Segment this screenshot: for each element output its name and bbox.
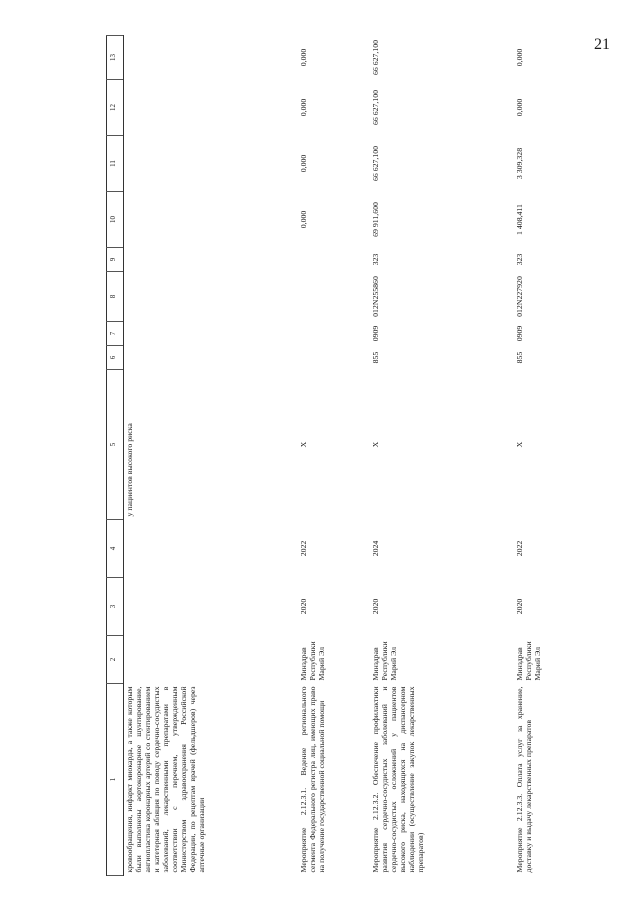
cell-executor: Минздрав Республики Марий Эл <box>515 641 542 681</box>
cell-vr: 323 <box>371 253 380 266</box>
cell-amount-10: 0,000 <box>299 210 308 229</box>
cell-executor: Минздрав Республики Марий Эл <box>299 641 326 681</box>
cell-csr: 012N255860 <box>371 276 380 317</box>
cell-amount-11: 3 309,328 <box>515 147 524 180</box>
cell-description: Мероприятие 2.12.3.2. Обеспечение профилактики развития сердечно-сосудистых заболеваний и сердечно-сосудистых осложнений у пациентов высокого риска, находящихся на диспансерном наблюдении (осуществление закупок лекарственных препаратов) <box>371 686 425 873</box>
cell-amount-10 <box>124 192 299 248</box>
col-header-1: 1 <box>107 684 124 876</box>
cell-amount-13: 0,000 <box>515 48 524 67</box>
header-row <box>107 36 124 876</box>
cell-amount-13: 66 627,100 <box>371 39 380 76</box>
cell-end-year: 2024 <box>371 540 380 557</box>
cell-vr <box>124 248 299 272</box>
col-header-7: 7 <box>107 322 124 346</box>
cell-grbs: 855 <box>371 351 380 364</box>
cell-description: кровообращения, инфаркт миокарда, а также которым были выполнены аортокоронарное шунтирование, ангиопластика коронарных артерий со стентированием и катетерная абляция по поводу сердечно-сосудистых заболеваний, лекарственными препаратами в соответствии с перечнем, утвержденным Министерством здравоохранения Российской Федерации, по рецептам врачей (фельдшеров) через аптечные организации <box>125 686 206 873</box>
cell-rzpr: 0909 <box>515 325 524 342</box>
cell-vr: 323 <box>515 253 524 266</box>
cell-amount-11: 66 627,100 <box>371 145 380 182</box>
cell-grbs <box>298 346 370 370</box>
cell-description: Мероприятие 2.12.3.1. Ведение регионального сегмента Федерального регистра лиц, имеющих право на получение государственной социальной помощи <box>299 686 326 873</box>
cell-rzpr <box>298 322 370 346</box>
cell-amount-10: 69 911,600 <box>371 202 380 237</box>
col-header-12: 12 <box>107 80 124 136</box>
cell-indicator: у пациентов высокого риска <box>125 423 134 517</box>
cell-amount-11: 0,000 <box>299 154 308 173</box>
cell-start-year <box>124 578 299 636</box>
table-row <box>298 36 370 876</box>
col-header-9: 9 <box>107 248 124 272</box>
cell-csr <box>124 272 299 322</box>
table-row <box>514 36 578 876</box>
table-row <box>124 36 299 876</box>
cell-indicator: X <box>371 441 380 448</box>
budget-table <box>106 35 578 876</box>
table-row <box>370 36 514 876</box>
cell-amount-13 <box>124 36 299 80</box>
cell-end-year <box>124 520 299 578</box>
cell-amount-13: 0,000 <box>299 48 308 67</box>
col-header-8: 8 <box>107 272 124 322</box>
cell-start-year: 2020 <box>515 598 524 615</box>
col-header-11: 11 <box>107 136 124 192</box>
col-header-13: 13 <box>107 36 124 80</box>
cell-grbs <box>124 346 299 370</box>
cell-rzpr: 0909 <box>371 325 380 342</box>
cell-executor <box>124 636 299 684</box>
cell-amount-12: 0,000 <box>299 98 308 117</box>
cell-csr: 012N227920 <box>515 276 524 317</box>
cell-amount-12 <box>124 80 299 136</box>
cell-rzpr <box>124 322 299 346</box>
col-header-6: 6 <box>107 346 124 370</box>
col-header-2: 2 <box>107 636 124 684</box>
cell-indicator: X <box>515 441 524 448</box>
col-header-3: 3 <box>107 578 124 636</box>
cell-description: Мероприятие 2.12.3.3. Оплата услуг за хранение, доставку и выдачу лекарственных препаратов <box>515 686 533 873</box>
cell-amount-12: 0,000 <box>515 98 524 117</box>
cell-vr <box>298 248 370 272</box>
page-number: 21 <box>594 36 610 53</box>
rotated-table-sheet <box>106 36 618 876</box>
cell-start-year: 2020 <box>299 598 308 615</box>
cell-end-year: 2022 <box>299 540 308 557</box>
cell-amount-12: 66 627,100 <box>371 89 380 126</box>
cell-amount-10: 1 408,411 <box>515 204 524 235</box>
cell-amount-11 <box>124 136 299 192</box>
col-header-5: 5 <box>107 370 124 520</box>
cell-grbs: 855 <box>515 351 524 364</box>
cell-start-year: 2020 <box>371 598 380 615</box>
cell-executor: Минздрав Республики Марий Эл <box>371 641 398 681</box>
cell-end-year: 2022 <box>515 540 524 557</box>
cell-csr <box>298 272 370 322</box>
col-header-10: 10 <box>107 192 124 248</box>
cell-indicator: X <box>299 441 308 448</box>
col-header-4: 4 <box>107 520 124 578</box>
